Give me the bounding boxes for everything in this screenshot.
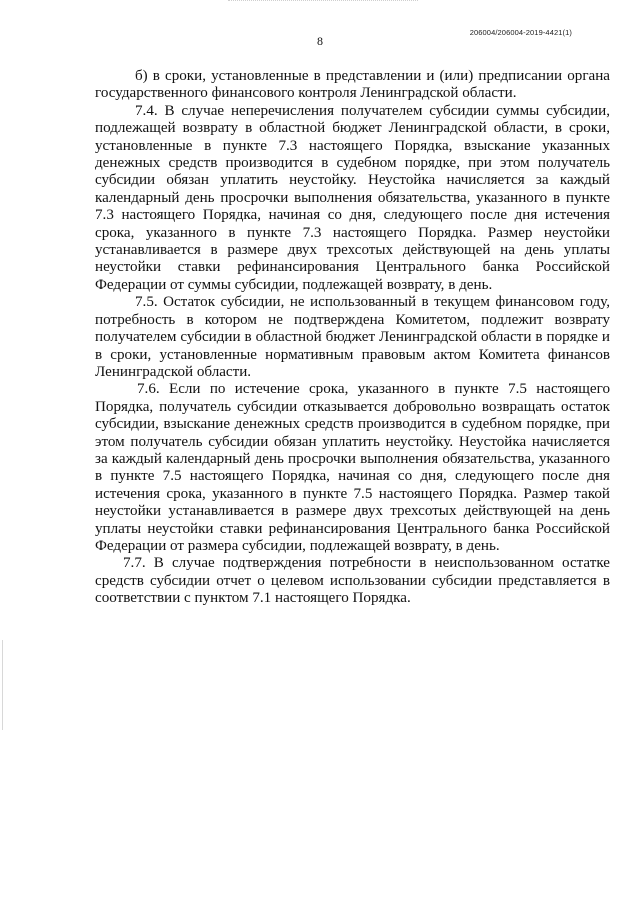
paragraph-7-6: 7.6. Если по истечение срока, указанного в пункте 7.5 настоящего Порядка, получатель субсидии отказывается добровольно возвращать остаток субсидии, взыскание денежных средств производится в судебном порядке, при этом получатель субсидии обязан уплатить неустойку. Неустойка начисляется за каждый календарный день просрочки выполнения обязательства, указанного в пункте 7.5 настоящего Порядка, начиная со дня, следующего после дня истечения срока, указанного в пункте 7.5 настоящего Порядка. Размер такой неустойки устанавливается в размере двух трехсотых действующей на день уплаты неустойки ставки рефинансирования Центрального банка Российской Федерации от размера субсидии, подлежащей возврату, в день. <box>95 381 610 554</box>
paragraph-7-7: 7.7. В случае подтверждения потребности в неиспользованном остатке средств субсидии отчет о целевом использовании субсидии представляется в соответствии с пунктом 7.1 настоящего Порядка. <box>95 555 610 607</box>
paragraph-7-5: 7.5. Остаток субсидии, не использованный в текущем финансовом году, потребность в котором не подтверждена Комитетом, подлежит возврату получателем субсидии в областной бюджет Ленинградской области в порядке и в сроки, установленные нормативным правовым актом Комитета финансов Ленинградской области. <box>95 294 610 380</box>
paragraph-7-3-b: б) в сроки, установленные в представлении и (или) предписании органа государственного финансового контроля Ленинградской области. <box>95 68 610 102</box>
document-id: 206004/206004-2019-4421(1) <box>469 28 572 37</box>
page-number: 8 <box>317 34 323 48</box>
document-body <box>95 68 610 608</box>
scan-artifact-left <box>2 640 3 730</box>
paragraph-7-4: 7.4. В случае неперечисления получателем субсидии суммы субсидии, подлежащей возврату в областной бюджет Ленинградской области, в сроки, установленные в пункте 7.3 настоящего Порядка, взыскание указанных денежных средств производится в судебном порядке, при этом получатель субсидии обязан уплатить неустойку. Неустойка начисляется за каждый календарный день просрочки выполнения обязательства, указанного в пункте 7.3 настоящего Порядка, начиная со дня, следующего после дня истечения срока, указанного в пункте 7.3 настоящего Порядка. Размер неустойки устанавливается в размере двух трехсотых действующей на день уплаты неустойки ставки рефинансирования Центрального банка Российской Федерации от суммы субсидии, подлежащей возврату, в день. <box>95 102 610 293</box>
scan-artifact-top <box>228 0 418 3</box>
